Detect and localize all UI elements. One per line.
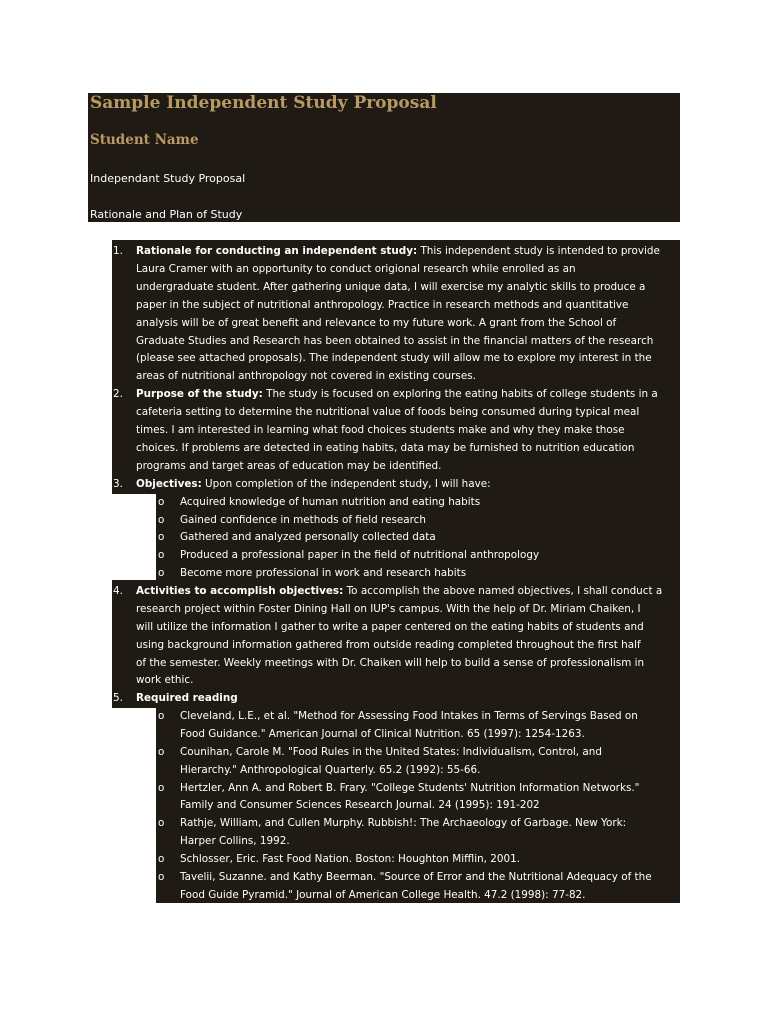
reference-line: Family and Consumer Sciences Research Journal. 24 (1995): 191-202 [180,799,540,811]
objective-bullet: Become more professional in work and research habits [180,567,467,579]
objective-bullet: Gathered and analyzed personally collected data [180,531,436,543]
reference-line: Hierarchy." Anthropological Quarterly. 65.2 (1992): 55-66. [180,764,481,776]
list-item-first-line [136,479,491,489]
bullet-marker: o [158,710,165,722]
item-label: Activities to accomplish objectives: [136,585,344,597]
item-number: 4. [113,585,123,597]
reference-line: Cleveland, L.E., et al. "Method for Assessing Food Intakes in Terms of Servings Based on [180,710,638,722]
item-text: using background information gathered from outside reading completed throughout the first half [136,639,641,651]
list-item-first-line [136,693,238,703]
item-text: research project within Foster Dining Hall on IUP's campus. With the help of Dr. Miriam Chaiken, I [136,603,641,615]
reference-line: Schlosser, Eric. Fast Food Nation. Boston: Houghton Mifflin, 2001. [180,853,521,865]
bullet-area-mask [112,708,156,903]
bullet-marker: o [158,782,165,794]
item-label: Purpose of the study: [136,388,263,400]
item-text: cafeteria setting to determine the nutritional value of foods being consumed during typical meal [136,406,640,418]
item-text: choices. If problems are detected in eating habits, data may be furnished to nutrition education [136,442,635,454]
item-text: (please see attached proposals). The independent study will allow me to explore my interest in the [136,352,652,364]
reference-line: Rathje, William, and Cullen Murphy. Rubbish!: The Archaeology of Garbage. New York: [180,817,627,829]
section-heading: Rationale and Plan of Study [90,208,243,221]
item-text: paper in the subject of nutritional anthropology. Practice in research methods and quantitative [136,299,629,311]
bullet-marker: o [158,567,165,579]
item-text: times. I am interested in learning what food choices students make and why they make those [136,424,625,436]
objective-bullet: Produced a professional paper in the field of nutritional anthropology [180,549,540,561]
reference-line: Counihan, Carole M. "Food Rules in the United States: Individualism, Control, and [180,746,602,758]
reference-line: Hertzler, Ann A. and Robert B. Frary. "College Students' Nutrition Information Networks." [180,782,640,794]
item-text: programs and target areas of education may be identified. [136,460,442,472]
item-text: Laura Cramer with an opportunity to conduct origional research while enrolled as an [136,263,576,275]
item-text: This independent study is intended to provide [420,245,660,257]
item-label: Required reading [136,692,238,704]
item-text: analysis will be of great benefit and relevance to my future work. A grant from the School of [136,317,617,329]
item-text: work ethic. [136,674,194,686]
item-text: The study is focused on exploring the eating habits of college students in a [266,388,658,400]
reference-line: Harper Collins, 1992. [180,835,290,847]
bullet-marker: o [158,871,165,883]
reference-line: Food Guide Pyramid." Journal of American College Health. 47.2 (1998): 77-82. [180,889,586,901]
objective-bullet: Acquired knowledge of human nutrition and eating habits [180,496,481,508]
item-text: undergraduate student. After gathering unique data, I will exercise my analytic skills to produce a [136,281,646,293]
bullet-marker: o [158,853,165,865]
objective-bullet: Gained confidence in methods of field research [180,514,426,526]
item-text: Upon completion of the independent study, I will have: [205,478,491,490]
bullet-area-mask [112,494,156,580]
item-label: Objectives: [136,478,202,490]
bullet-marker: o [158,817,165,829]
student-name: Student Name [90,132,199,148]
list-item-first-line [136,246,660,256]
item-number: 2. [113,388,123,400]
bullet-marker: o [158,746,165,758]
reference-line: Food Guidance." American Journal of Clinical Nutrition. 65 (1997): 1254-1263. [180,728,585,740]
reference-line: Tavelii, Suzanne. and Kathy Beerman. "Source of Error and the Nutritional Adequacy of the [180,871,652,883]
item-text: will utilize the information I gather to write a paper centered on the eating habits of students and [136,621,644,633]
item-number: 5. [113,692,123,704]
item-text: Graduate Studies and Research has been obtained to assist in the financial matters of the research [136,335,654,347]
item-text: of the semester. Weekly meetings with Dr. Chaiken will help to build a sense of professionalism in [136,657,645,669]
item-label: Rationale for conducting an independent study: [136,245,418,257]
page-title: Sample Independent Study Proposal [90,93,437,113]
bullet-marker: o [158,549,165,561]
bullet-marker: o [158,531,165,543]
item-number: 1. [113,245,123,257]
item-number: 3. [113,478,123,490]
item-text: To accomplish the above named objectives, I shall conduct a [346,585,663,597]
item-text: areas of nutritional anthropology not covered in existing courses. [136,370,476,382]
list-item-first-line [136,389,658,399]
list-item-first-line [136,586,662,596]
bullet-marker: o [158,514,165,526]
bullet-marker: o [158,496,165,508]
header-block [88,93,680,222]
proposal-subtitle: Independant Study Proposal [90,172,246,185]
